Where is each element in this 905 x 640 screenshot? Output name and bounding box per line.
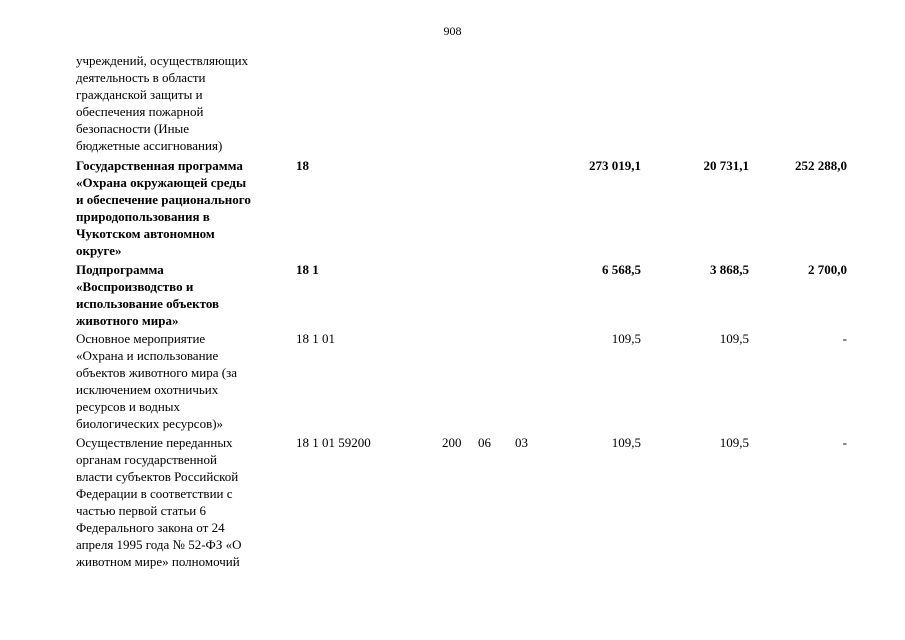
- row-sum-second: 3 868,5: [710, 262, 749, 277]
- row-name: Подпрограмма «Воспроизводство и использование объектов животного мира»: [76, 262, 220, 328]
- page-number: 908: [443, 24, 462, 38]
- row-sum-total: 109,5: [611, 435, 641, 450]
- row-sum-total: 109,5: [611, 331, 641, 346]
- row-sum-third: 252 288,0: [795, 158, 847, 173]
- row-sum-second: 109,5: [719, 331, 749, 346]
- row-rz-code: 06: [478, 435, 491, 450]
- row-vr-code: 200: [442, 435, 462, 450]
- row-name: Осуществление переданных органам государственной власти субъектов Российской Федерации в соответствии с частью первой статьи 6 Федерального закона от 24 апреля 1995 года № 52-ФЗ «О животном мире» полномочий: [76, 435, 242, 569]
- row-csr-code: 18: [296, 158, 309, 173]
- row-sum-total: 273 019,1: [589, 158, 641, 173]
- row-name: Основное мероприятие «Охрана и использование объектов животного мира (за исключением охотничьих ресурсов и водных биологических ресурсов)»: [76, 331, 237, 431]
- row-sum-total: 6 568,5: [602, 262, 641, 277]
- row-pr-code: 03: [515, 435, 528, 450]
- row-sum-third: -: [842, 435, 847, 450]
- row-sum-third: -: [842, 331, 847, 346]
- row-sum-second: 109,5: [719, 435, 749, 450]
- row-csr-code: 18 1 01 59200: [296, 435, 371, 450]
- row-csr-code: 18 1 01: [296, 331, 335, 346]
- row-sum-third: 2 700,0: [808, 262, 847, 277]
- row-sum-second: 20 731,1: [703, 158, 749, 173]
- row-csr-code: 18 1: [296, 262, 319, 277]
- row-name: Государственная программа «Охрана окружающей среды и обеспечение рационального природопользования в Чукотском автономном округе»: [76, 158, 251, 258]
- row-name: учреждений, осуществляющих деятельность в области гражданской защиты и обеспечения пожарной безопасности (Иные бюджетные ассигнования): [76, 53, 249, 153]
